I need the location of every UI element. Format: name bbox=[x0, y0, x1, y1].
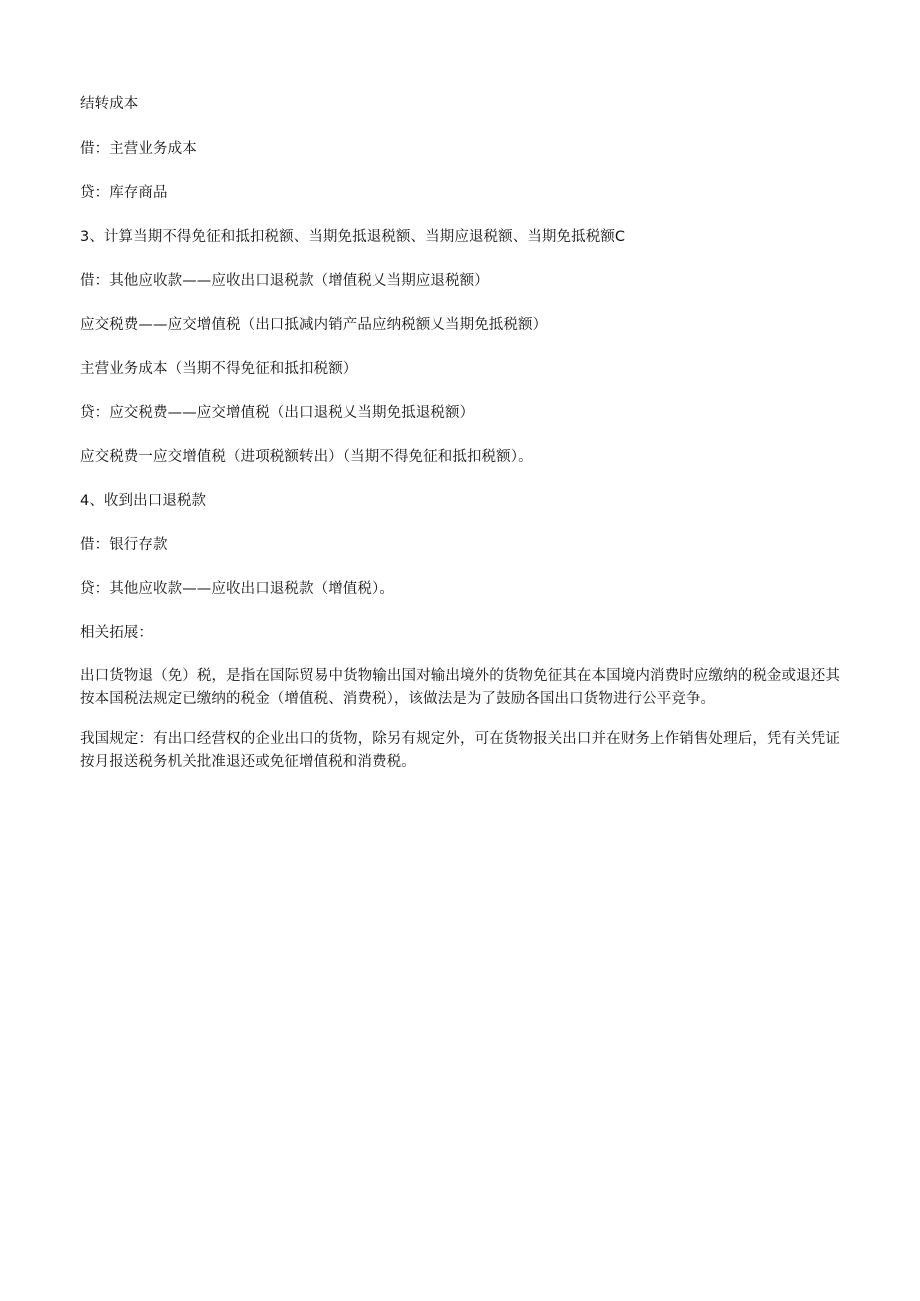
paragraph-taxes-payable-offset: 应交税费——应交增值税（出口抵减内销产品应纳税额乂当期免抵税额） bbox=[80, 317, 548, 333]
paragraph-debit-other-receivables: 借：其他应收款——应收出口退税款（增值税乂当期应退税额） bbox=[80, 273, 489, 289]
paragraph-step-3-heading: 3、计算当期不得免征和抵扣税额、当期免抵退税额、当期应退税额、当期免抵税额C bbox=[80, 229, 626, 245]
paragraph-related-extension: 相关拓展： bbox=[80, 625, 153, 641]
paragraph-debit-main-business-cost: 借：主营业务成本 bbox=[80, 141, 197, 157]
paragraph-china-regulation: 我国规定：有出口经营权的企业出口的货物，除另有规定外，可在货物报关出口并在财务上作销售处理后，凭有关凭证按月报送税务机关批准退还或免征增值税和消费税。 bbox=[80, 731, 840, 770]
paragraph-main-business-cost: 主营业务成本（当期不得免征和抵扣税额） bbox=[80, 361, 358, 377]
paragraph-step-4-heading: 4、收到出口退税款 bbox=[80, 493, 207, 509]
paragraph-export-refund-definition: 出口货物退（免）税，是指在国际贸易中货物输出国对输出境外的货物免征其在本国境内消费时应缴纳的税金或退还其按本国税法规定已缴纳的税金（增值税、消费税），该做法是为了鼓励各国出口货物进行公平竞争。 bbox=[80, 668, 840, 707]
paragraph-input-tax-transfer: 应交税费一应交增值税（进项税额转出）（当期不得免征和抵扣税额）。 bbox=[80, 449, 533, 465]
paragraph-carry-forward-cost: 结转成本 bbox=[80, 96, 139, 112]
paragraph-credit-inventory: 贷：库存商品 bbox=[80, 185, 168, 201]
paragraph-credit-other-receivables: 贷：其他应收款——应收出口退税款（增值税）。 bbox=[80, 581, 394, 597]
paragraph-debit-bank-deposit: 借：银行存款 bbox=[80, 537, 168, 553]
paragraph-credit-taxes-payable: 贷：应交税费——应交增值税（出口退税乂当期免抵退税额） bbox=[80, 405, 475, 421]
